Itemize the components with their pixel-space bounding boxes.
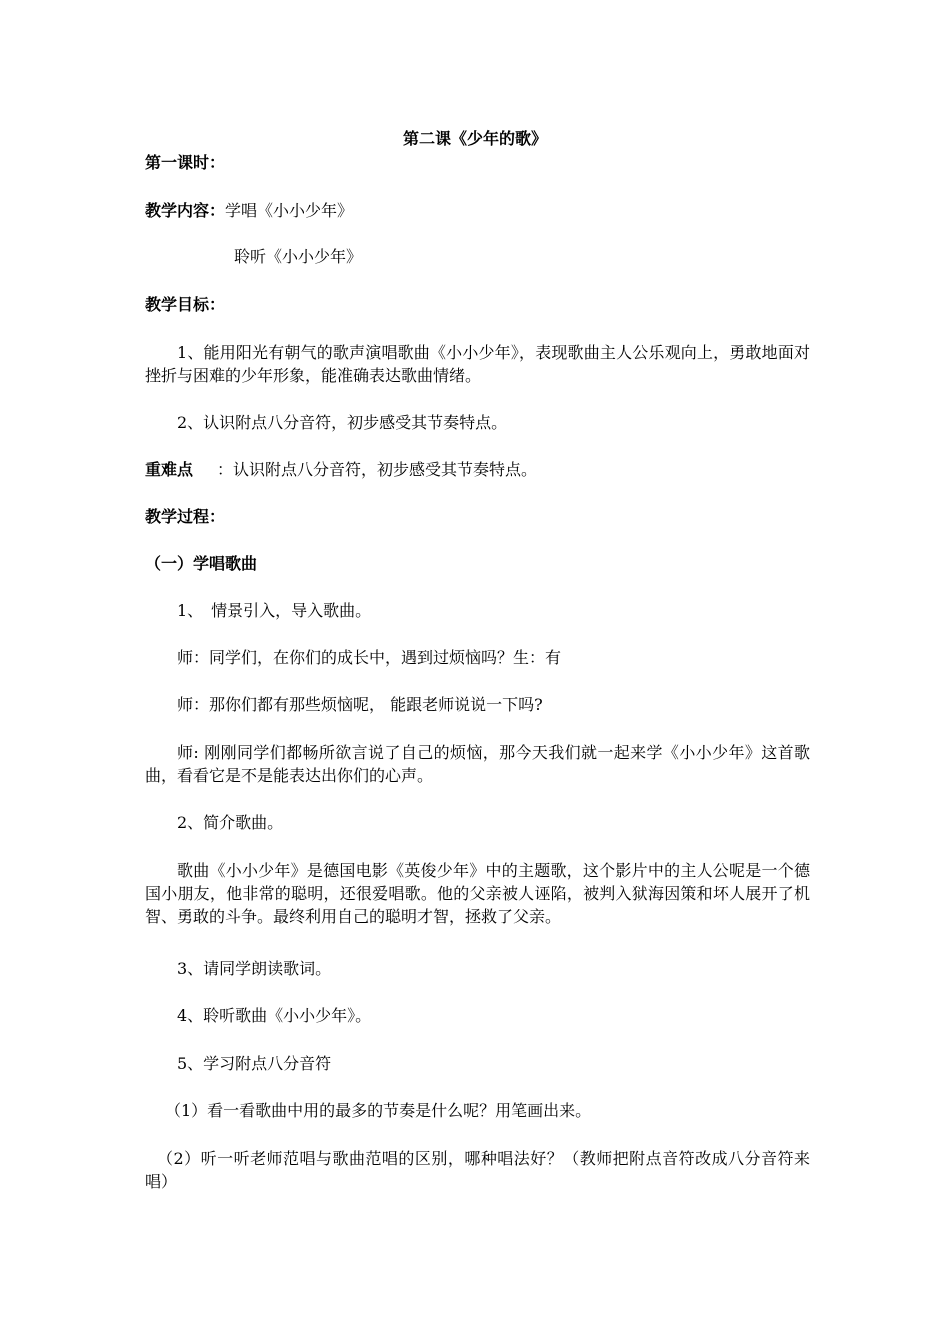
goals-heading: 教学目标：: [145, 295, 226, 314]
step-1: 1、 情景引入，导入歌曲。: [177, 601, 372, 620]
song-intro: 歌曲《小小少年》是德国电影《英俊少年》中的主题歌，这个影片中的主人公呢是一个德国小朋友，他非常的聪明，还很爱唱歌。他的父亲被人诬陷，被判入狱海因策和坏人展开了机智、勇敢的斗争。最终利用自己的聪明才智，拯救了父亲。: [145, 861, 810, 926]
goal-1: 1、能用阳光有朝气的歌声演唱歌曲《小小少年》，表现歌曲主人公乐观向上，勇敢地面对挫折与困难的少年形象，能准确表达歌曲情绪。: [145, 343, 810, 385]
section-1-heading: （一）学唱歌曲: [145, 554, 258, 573]
content-item-2: 聆听《小小少年》: [234, 247, 363, 266]
question-2: （2）听一听老师范唱与歌曲范唱的区别，哪种唱法好？（教师把附点音符改成八分音符来唱）: [145, 1149, 810, 1191]
key-points-label: 重难点: [145, 460, 194, 479]
lesson-heading: 第一课时：: [145, 153, 226, 172]
key-points-row: [145, 459, 810, 481]
key-points-text: ：认识附点八分音符，初步感受其节奏特点。: [217, 460, 538, 479]
goal-2: 2、认识附点八分音符，初步感受其节奏特点。: [177, 413, 508, 432]
process-heading: 教学过程：: [145, 507, 226, 526]
dialog-3: 师: 刚刚同学们都畅所欲言说了自己的烦恼，那今天我们就一起来学《小小少年》这首歌曲，看看它是不是能表达出你们的心声。: [145, 743, 810, 785]
step-2: 2、简介歌曲。: [177, 813, 284, 832]
content-label: 教学内容：: [145, 201, 226, 220]
step-3: 3、请同学朗读歌词。: [177, 959, 332, 978]
content-item-1: 学唱《小小少年》: [225, 201, 354, 220]
step-4: 4、聆听歌曲《小小少年》。: [177, 1006, 372, 1025]
dialog-1: 师：同学们，在你们的成长中，遇到过烦恼吗？生：有: [177, 648, 562, 667]
step-5: 5、学习附点八分音符: [177, 1054, 332, 1073]
content-row: [145, 200, 810, 222]
question-1: （1）看一看歌曲中用的最多的节奏是什么呢？用笔画出来。: [165, 1101, 592, 1120]
dialog-2: 师：那你们都有那些烦恼呢， 能跟老师说说一下吗?: [177, 695, 543, 714]
document-title: 第二课《少年的歌》: [402, 129, 547, 148]
